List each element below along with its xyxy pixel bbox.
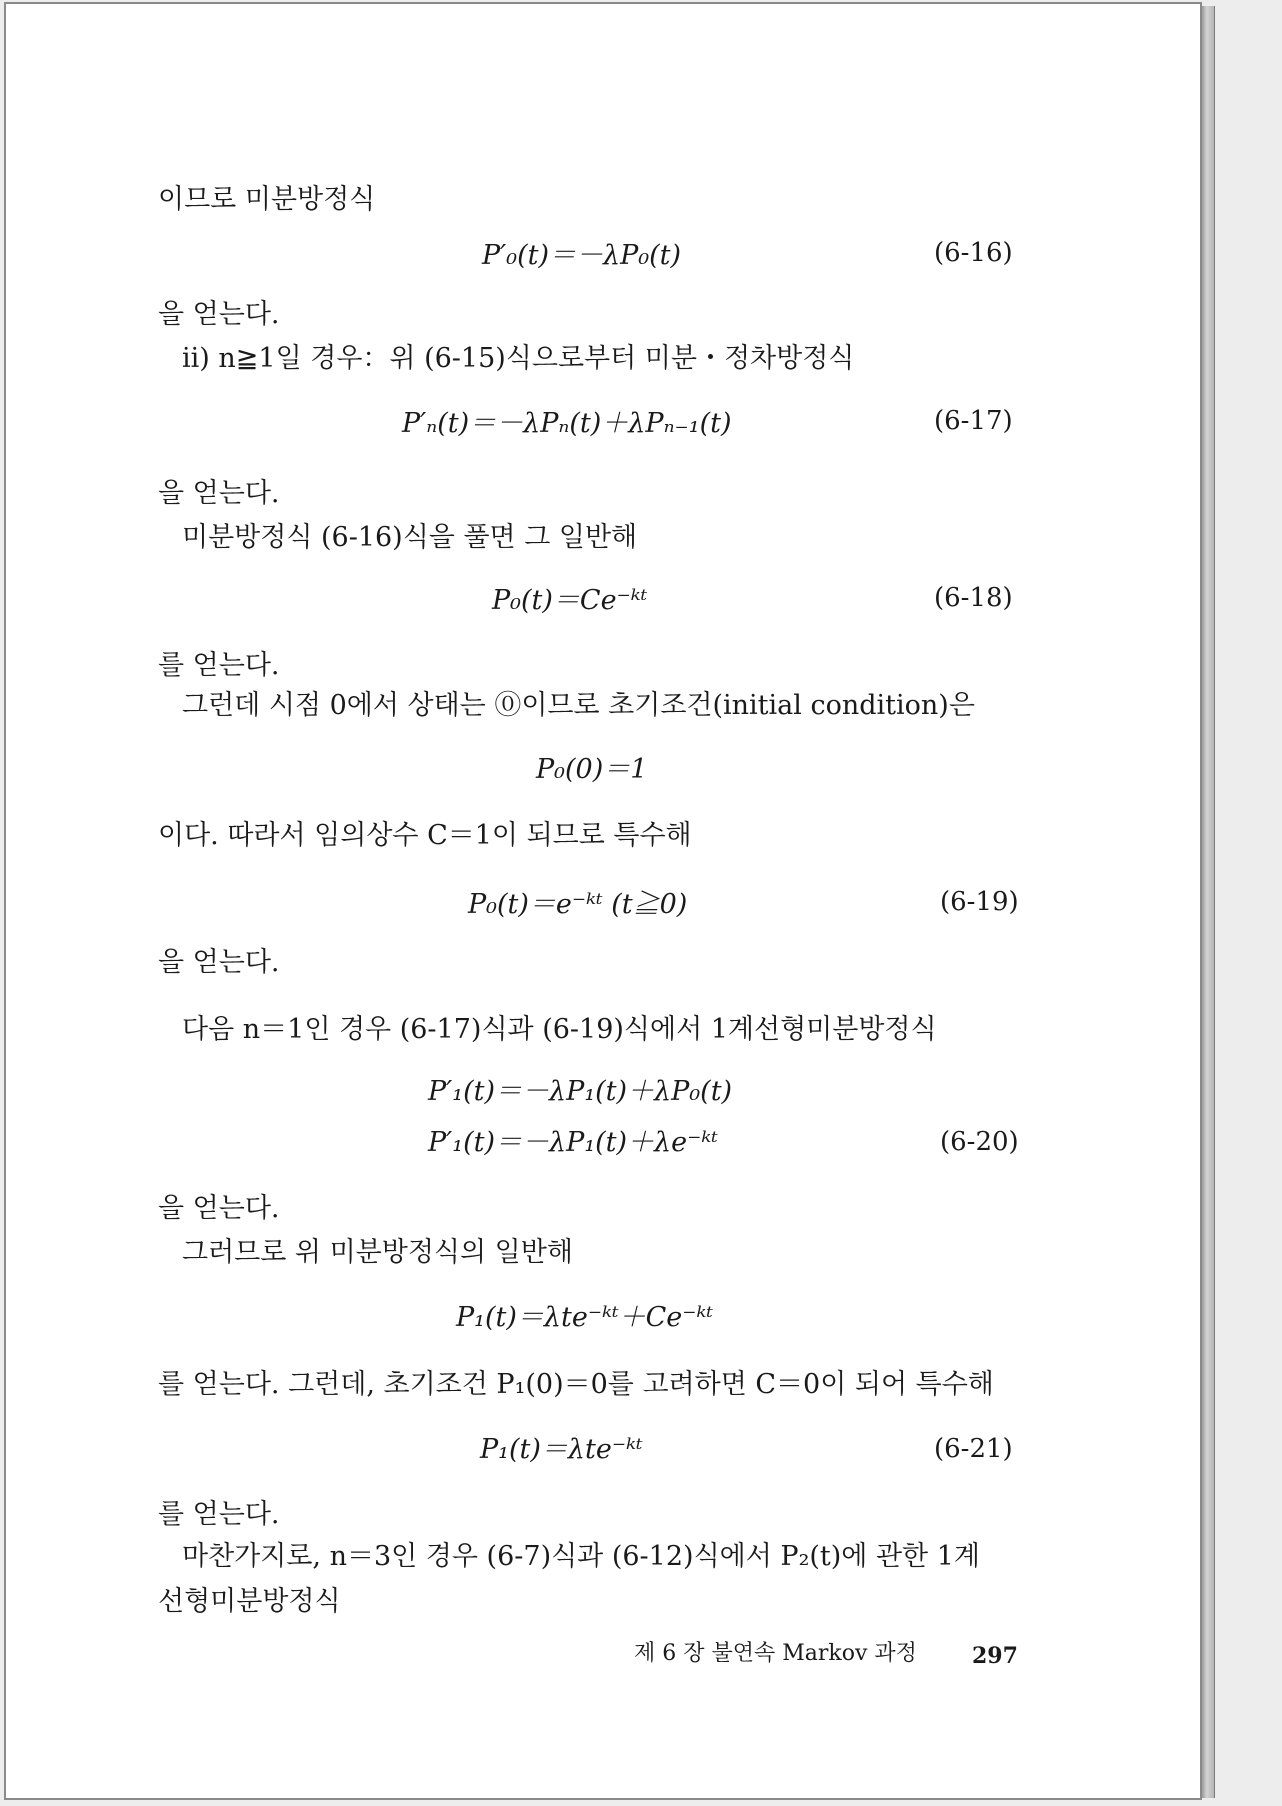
equation-number: (6-16) [934,238,1013,268]
text-line: 마찬가지로, n＝3인 경우 (6-7)식과 (6-12)식에서 P₂(t)에 관한 1계 [182,1541,980,1572]
equation: P′₀(t)＝－λP₀(t) [482,240,682,271]
text-line: 다음 n＝1인 경우 (6-17)식과 (6-19)식에서 1계선형미분방정식 [182,1014,937,1045]
page-edge [1202,6,1215,1798]
equation: P₀(0)＝1 [536,754,648,785]
equation: P′₁(t)＝－λP₁(t)＋λP₀(t) [428,1076,733,1107]
text-line: 을 얻는다. [158,478,280,509]
text-line: 을 얻는다. [158,299,280,330]
equation: P′ₙ(t)＝－λPₙ(t)＋λPₙ₋₁(t) [402,408,732,439]
page-number: 297 [972,1643,1018,1669]
equation-number: (6-17) [934,406,1013,436]
equation-number: (6-20) [940,1127,1019,1157]
equation: P₀(t)＝e⁻ᵏᵗ (t≧0) [468,889,688,920]
text-line: 그러므로 위 미분방정식의 일반해 [182,1237,573,1268]
text-line: 이다. 따라서 임의상수 C＝1이 되므로 특수해 [158,820,692,851]
equation: P₁(t)＝λte⁻ᵏᵗ＋Ce⁻ᵏᵗ [456,1302,714,1333]
equation-number: (6-19) [940,887,1019,917]
equation: P₀(t)＝Ce⁻ᵏᵗ [492,585,648,616]
text-line: 그런데 시점 0에서 상태는 ⓪이므로 초기조건(initial condition)은 [182,690,975,721]
equation: P′₁(t)＝－λP₁(t)＋λe⁻ᵏᵗ [428,1127,718,1158]
text-line: ii) n≧1일 경우：위 (6-15)식으로부터 미분・정차방정식 [182,343,855,374]
text-line: 미분방정식 (6-16)식을 풀면 그 일반해 [182,522,638,553]
text-line: 를 얻는다. [158,650,280,681]
equation-number: (6-21) [934,1434,1013,1464]
text-line: 을 얻는다. [158,1193,280,1224]
document-page [4,2,1202,1800]
text-line: 이므로 미분방정식 [158,184,376,215]
text-line: 을 얻는다. [158,947,280,978]
text-line: 를 얻는다. [158,1499,280,1530]
equation-number: (6-18) [934,583,1013,613]
text-line: 선형미분방정식 [158,1586,341,1617]
running-footer: 제 6 장 불연속 Markov 과정 [634,1641,917,1666]
text-line: 를 얻는다. 그런데, 초기조건 P₁(0)＝0를 고려하면 C＝0이 되어 특수해 [158,1369,994,1400]
equation: P₁(t)＝λte⁻ᵏᵗ [480,1434,643,1465]
